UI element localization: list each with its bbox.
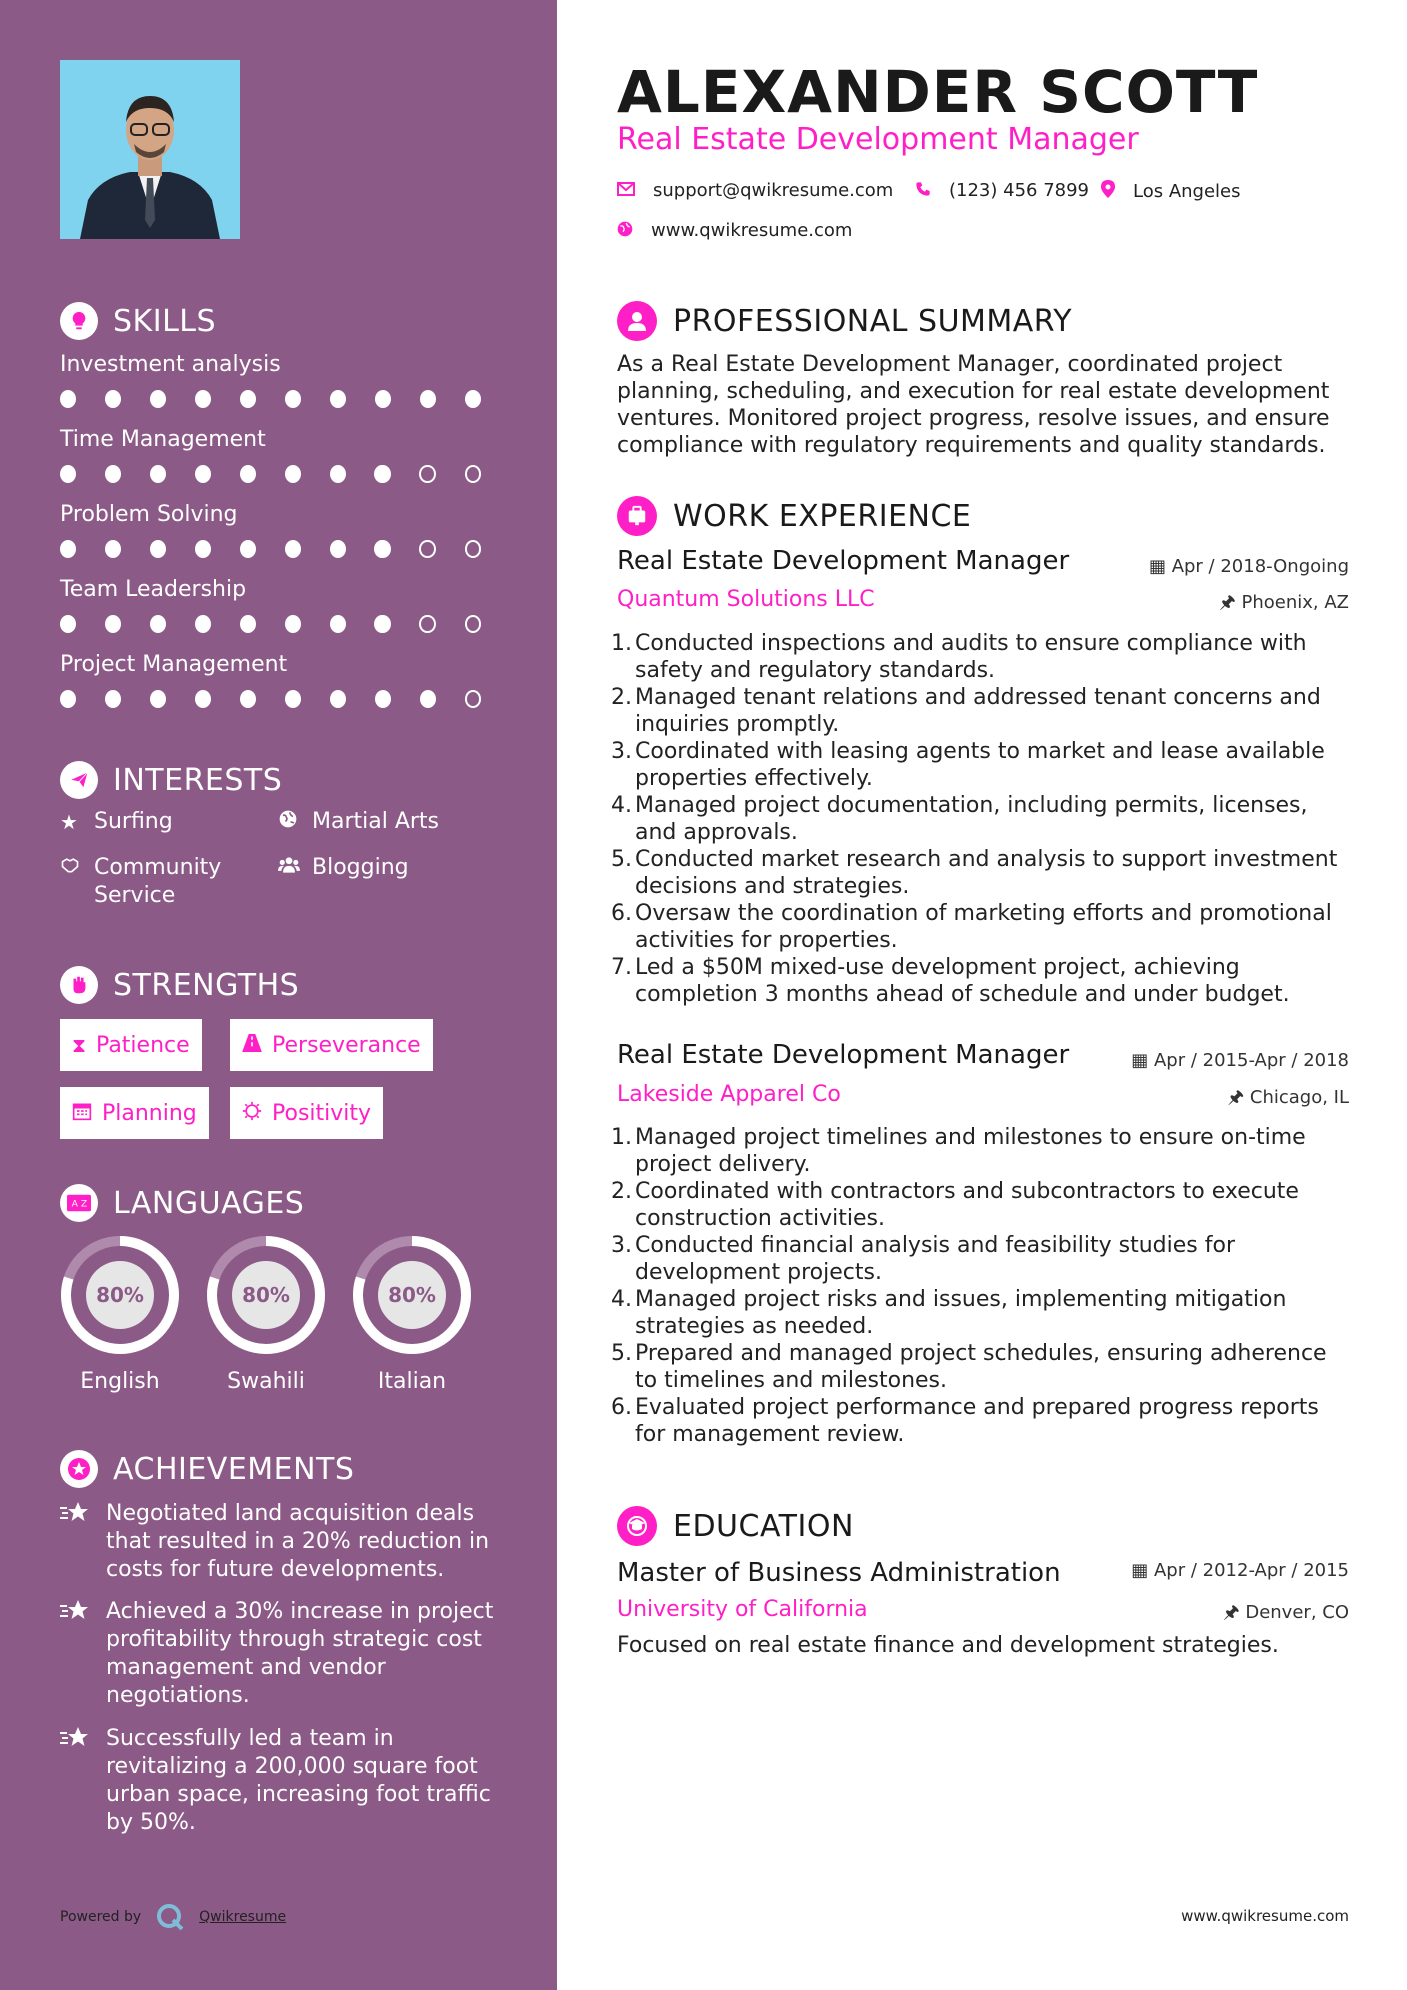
skill-rating — [60, 540, 510, 558]
achievement-text: Achieved a 30% increase in project profitability through strategic cost management and vendor negotiations. — [106, 1599, 494, 1708]
language-item — [204, 1233, 328, 1394]
rating-dot-filled — [375, 690, 391, 708]
rating-dot-empty — [465, 615, 482, 633]
rating-dot-filled — [330, 540, 346, 558]
contact-phone[interactable] — [915, 180, 1089, 201]
rating-dot-filled — [285, 390, 301, 408]
education-location-text: Denver, CO — [1245, 1602, 1349, 1623]
interests-header — [60, 761, 282, 799]
rating-dot-filled — [60, 690, 76, 708]
website-text: www.qwikresume.com — [651, 220, 853, 241]
education-description: Focused on real estate finance and development strategies. — [617, 1633, 1279, 1658]
achievement-item — [60, 1500, 506, 1584]
rating-dot-filled — [105, 540, 121, 558]
job-bullets — [617, 1124, 1352, 1448]
rating-dot-filled — [330, 690, 346, 708]
strength-tag — [230, 1019, 433, 1071]
contact-email[interactable] — [617, 180, 893, 201]
language-name: Italian — [377, 1369, 447, 1394]
rating-dot-filled — [150, 390, 166, 408]
calendar-icon: ▦ — [1131, 1560, 1154, 1581]
interest-item — [278, 854, 409, 882]
rating-dot-empty — [465, 690, 482, 708]
svg-text:A: A — [71, 1198, 78, 1210]
achievement-text: Negotiated land acquisition deals that resulted in a 20% reduction in costs for future developments. — [106, 1501, 490, 1582]
rating-dot-filled — [105, 465, 121, 483]
profile-photo — [60, 60, 240, 239]
job-bullet: Conducted inspections and audits to ensure compliance with safety and regulatory standards. — [635, 631, 1307, 683]
rating-dot-filled — [195, 540, 211, 558]
experience-title: WORK EXPERIENCE — [673, 498, 972, 534]
candidate-role: Real Estate Development Manager — [617, 122, 1139, 157]
language-percent: 80% — [96, 1283, 144, 1307]
skill-name: Investment analysis — [60, 352, 281, 377]
rating-dot-filled — [105, 390, 121, 408]
languages-header — [60, 1184, 304, 1222]
rating-dot-filled — [240, 690, 256, 708]
language-percent: 80% — [388, 1283, 436, 1307]
rating-dot-filled — [150, 690, 166, 708]
skill-item — [60, 652, 510, 708]
candidate-name: ALEXANDER SCOTT — [617, 58, 1259, 126]
paper-plane-icon — [60, 761, 98, 799]
rating-dot-filled — [285, 540, 301, 558]
calendar-icon — [72, 1101, 92, 1126]
rating-dot-filled — [285, 465, 301, 483]
rating-dot-empty — [465, 540, 482, 558]
skill-item — [60, 577, 510, 633]
language-gauge — [204, 1233, 328, 1357]
handshake-icon — [60, 854, 86, 882]
globe-icon — [617, 221, 633, 241]
education-date-text: Apr / 2012-Apr / 2015 — [1153, 1560, 1349, 1581]
skill-rating — [60, 465, 510, 483]
education-degree: Master of Business Administration — [617, 1558, 1061, 1588]
strengths-header — [60, 966, 299, 1004]
language-name: Swahili — [227, 1369, 305, 1394]
job-location — [1219, 590, 1349, 620]
email-text: support@qwikresume.com — [653, 180, 894, 201]
sidebar — [0, 0, 557, 1990]
rating-dot-empty — [465, 465, 482, 483]
rating-dot-filled — [60, 615, 76, 633]
rating-dot-filled — [375, 390, 391, 408]
svg-text:Z: Z — [80, 1198, 88, 1210]
rating-dot-empty — [419, 540, 436, 558]
job-title: Real Estate Development Manager — [617, 1040, 1070, 1070]
strength-label: Positivity — [272, 1100, 372, 1126]
qwikresume-link[interactable]: Qwikresume — [199, 1909, 287, 1925]
rating-dot-filled — [374, 615, 390, 633]
phone-icon — [915, 181, 931, 201]
users-icon — [278, 854, 304, 882]
star-badge-icon — [60, 1450, 98, 1488]
rating-dot-filled — [285, 615, 301, 633]
job-title: Real Estate Development Manager — [617, 546, 1070, 576]
user-icon — [617, 301, 657, 341]
job-bullet: Managed project risks and issues, implementing mitigation strategies as needed. — [635, 1287, 1287, 1339]
languages-list — [58, 1233, 478, 1393]
skill-rating — [60, 615, 510, 633]
job-location-text: Chicago, IL — [1249, 1087, 1349, 1108]
skill-item — [60, 427, 510, 483]
language-gauge — [350, 1233, 474, 1357]
education-title: EDUCATION — [673, 1508, 854, 1544]
summary-text: As a Real Estate Development Manager, coordinated project planning, scheduling, and execution for real estate development ventures. Monitored project progress, resolve issues, and ensure compliance with regulatory requirements and quality standards. — [617, 352, 1330, 458]
phone-text: (123) 456 7899 — [949, 180, 1090, 201]
job-bullet: Managed project timelines and milestones to ensure on-time project delivery. — [635, 1125, 1306, 1177]
rating-dot-filled — [195, 465, 211, 483]
rating-dot-filled — [374, 465, 390, 483]
education-date — [1131, 1560, 1349, 1581]
job-date — [1131, 1050, 1349, 1071]
job-date-text: Apr / 2018-Ongoing — [1171, 556, 1349, 577]
job-date — [1149, 556, 1349, 577]
calendar-icon: ▦ — [1148, 556, 1172, 577]
job-company: Lakeside Apparel Co — [617, 1082, 841, 1107]
job-bullet: Led a $50M mixed-use development project, achieving completion 3 months ahead of schedule and under budget. — [635, 955, 1290, 1007]
skill-item — [60, 352, 510, 408]
pushpin-icon: 🖈 — [1219, 592, 1242, 613]
rating-dot-filled — [240, 390, 256, 408]
globe-icon — [278, 808, 304, 836]
rating-dot-empty — [419, 465, 436, 483]
achievements-title: ACHIEVEMENTS — [113, 1451, 355, 1487]
skill-rating — [60, 690, 510, 708]
achievement-item — [60, 1598, 506, 1710]
strength-label: Patience — [96, 1032, 190, 1058]
strength-label: Planning — [102, 1100, 197, 1126]
summary-header — [617, 301, 1072, 341]
rating-dot-filled — [465, 390, 481, 408]
job-bullet: Conducted market research and analysis to support investment decisions and strategies. — [635, 847, 1338, 899]
skills-title: SKILLS — [113, 303, 217, 339]
language-item — [350, 1233, 474, 1394]
qwikresume-logo-icon — [155, 1902, 185, 1932]
skills-header — [60, 302, 216, 340]
skill-name: Team Leadership — [60, 577, 247, 602]
fist-icon — [60, 966, 98, 1004]
rating-dot-filled — [150, 615, 166, 633]
skill-item — [60, 502, 510, 558]
education-school: University of California — [617, 1597, 868, 1622]
experience-header — [617, 496, 971, 536]
rating-dot-filled — [195, 615, 211, 633]
strengths-title: STRENGTHS — [113, 967, 300, 1003]
language-gauge — [58, 1233, 182, 1357]
language-name: English — [80, 1369, 160, 1394]
rating-dot-filled — [105, 615, 121, 633]
road-icon — [242, 1033, 262, 1057]
skill-name: Project Management — [60, 652, 288, 677]
skill-name: Problem Solving — [60, 502, 238, 527]
job-bullet: Coordinated with leasing agents to market and lease available properties effectively. — [635, 739, 1325, 791]
job-bullet: Oversaw the coordination of marketing efforts and promotional activities for properties. — [635, 901, 1332, 953]
job-bullet: Managed tenant relations and addressed tenant concerns and inquiries promptly. — [635, 685, 1321, 737]
education-header — [617, 1506, 854, 1546]
language-item — [58, 1233, 182, 1394]
achievements-header — [60, 1450, 354, 1488]
languages-title: LANGUAGES — [113, 1185, 305, 1221]
job-date-text: Apr / 2015-Apr / 2018 — [1153, 1050, 1349, 1071]
rating-dot-filled — [60, 390, 76, 408]
star-icon: ★ — [60, 810, 78, 834]
job-company: Quantum Solutions LLC — [617, 587, 875, 612]
rating-dot-filled — [420, 390, 436, 408]
achievement-item — [60, 1725, 506, 1837]
rating-dot-empty — [419, 615, 436, 633]
rating-dot-filled — [150, 540, 166, 558]
job-location — [1228, 1085, 1350, 1115]
rating-dot-filled — [195, 690, 211, 708]
interest-label: Blogging — [312, 855, 409, 880]
rating-dot-filled — [105, 690, 121, 708]
interest-item — [60, 808, 173, 836]
rating-dot-filled — [240, 615, 256, 633]
interest-label: Community Service — [94, 855, 222, 908]
job-bullet: Coordinated with contractors and subcontractors to execute construction activities. — [635, 1179, 1299, 1231]
language-icon — [60, 1184, 98, 1222]
pushpin-icon: 🖈 — [1227, 1087, 1250, 1108]
interest-label: Martial Arts — [312, 809, 440, 834]
education-location — [1223, 1600, 1349, 1630]
job-location-text: Phoenix, AZ — [1241, 592, 1349, 613]
rating-dot-filled — [60, 465, 76, 483]
map-pin-icon — [1101, 180, 1115, 202]
shooting-star-icon — [60, 1725, 94, 1837]
sun-icon — [242, 1101, 262, 1126]
rating-dot-filled — [195, 390, 211, 408]
shooting-star-icon — [60, 1598, 94, 1710]
location-text: Los Angeles — [1133, 180, 1241, 202]
envelope-icon — [617, 181, 635, 200]
skill-name: Time Management — [60, 427, 266, 452]
interest-label: Surfing — [94, 809, 173, 834]
rating-dot-filled — [60, 540, 76, 558]
summary-title: PROFESSIONAL SUMMARY — [673, 303, 1073, 339]
interest-item — [278, 808, 439, 836]
strength-tag — [230, 1087, 383, 1139]
interests-title: INTERESTS — [113, 762, 283, 798]
hourglass-icon: ⧗ — [72, 1033, 87, 1057]
rating-dot-filled — [240, 540, 256, 558]
rating-dot-filled — [330, 465, 346, 483]
contact-location — [1101, 180, 1241, 202]
shooting-star-icon — [60, 1500, 94, 1584]
rating-dot-filled — [330, 615, 346, 633]
interest-item — [60, 854, 244, 910]
rating-dot-filled — [374, 540, 390, 558]
rating-dot-filled — [240, 465, 256, 483]
job-bullet: Managed project documentation, including permits, licenses, and approvals. — [635, 793, 1308, 845]
powered-by — [60, 1902, 286, 1932]
strength-label: Perseverance — [272, 1032, 421, 1058]
job-bullet: Conducted financial analysis and feasibility studies for development projects. — [635, 1233, 1235, 1285]
language-percent: 80% — [242, 1283, 290, 1307]
rating-dot-filled — [420, 690, 436, 708]
job-bullet: Evaluated project performance and prepared progress reports for management review. — [635, 1395, 1319, 1447]
skill-rating — [60, 390, 510, 408]
contact-website[interactable] — [617, 220, 852, 241]
strength-tag — [60, 1019, 202, 1071]
pushpin-icon: 🖈 — [1222, 1602, 1246, 1623]
calendar-icon: ▦ — [1131, 1050, 1154, 1071]
achievement-text: Successfully led a team in revitalizing a 200,000 square foot urban space, increasing foot traffic by 50%. — [106, 1726, 491, 1835]
job-bullet: Prepared and managed project schedules, ensuring adherence to timelines and milestones. — [635, 1341, 1327, 1393]
briefcase-icon — [617, 496, 657, 536]
lightbulb-icon — [60, 302, 98, 340]
job-bullets — [617, 630, 1352, 1008]
strength-tag — [60, 1087, 209, 1139]
rating-dot-filled — [150, 465, 166, 483]
footer-url[interactable]: www.qwikresume.com — [1181, 1907, 1349, 1925]
rating-dot-filled — [330, 390, 346, 408]
powered-by-label: Powered by — [60, 1909, 142, 1925]
rating-dot-filled — [285, 690, 301, 708]
graduation-icon — [617, 1506, 657, 1546]
